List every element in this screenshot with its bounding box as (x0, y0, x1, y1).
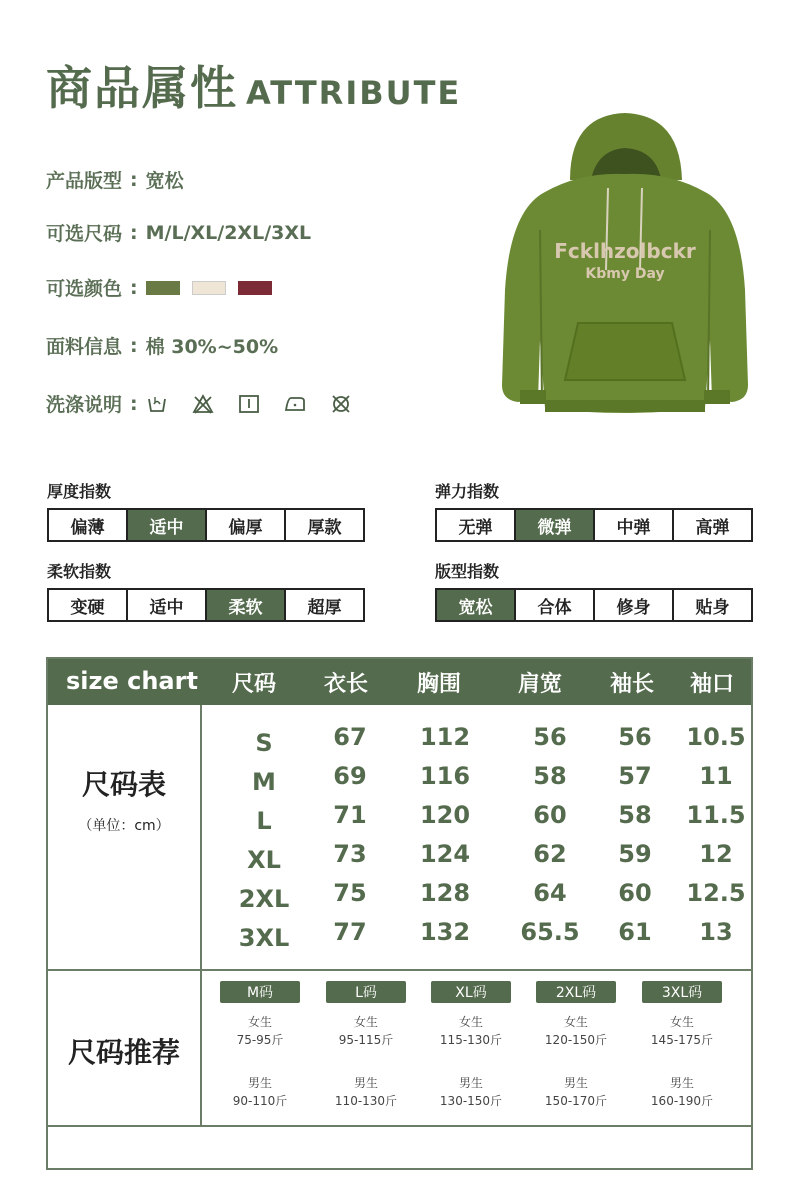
measure-cell: 57 (618, 762, 652, 790)
no-dry-clean-icon (330, 393, 352, 415)
size-cell: S (255, 729, 273, 757)
measure-cell: 56 (533, 723, 567, 751)
title-cn: 商品属性 (46, 61, 238, 115)
attr-fabric: 面料信息 : 棉 30%~50% (46, 332, 278, 359)
size-table-title: 尺码表 (81, 768, 166, 801)
recommend-female: 女生 115-130斤 (439, 1015, 503, 1047)
softness-index-row (47, 588, 365, 622)
measure-cell: 58 (533, 762, 567, 790)
recommend-size-badge: L码 (326, 981, 406, 1003)
fit-index-row (435, 588, 753, 622)
thickness-index-title: 厚度指数 (47, 482, 112, 501)
thickness-option: 厚款 (307, 517, 342, 538)
hand-wash-icon (146, 393, 168, 415)
header-length: 衣长 (324, 672, 369, 697)
header-size: 尺码 (232, 672, 277, 697)
title-en: ATTRIBUTE (246, 74, 462, 112)
header-cuff: 袖口 (690, 672, 735, 697)
recommend-size-badge: 2XL码 (536, 981, 616, 1003)
thickness-option: 适中 (128, 510, 207, 540)
attr-fit-value: 宽松 (145, 170, 184, 192)
measure-cell: 69 (333, 762, 367, 790)
recommend-male: 男生 130-150斤 (439, 1076, 503, 1108)
measure-cell: 13 (699, 918, 733, 946)
softness-option: 超厚 (307, 597, 342, 618)
measure-cell: 67 (333, 723, 367, 751)
size-table-unit: （单位：cm） (78, 818, 170, 834)
thickness-index (47, 479, 365, 542)
measure-cell: 75 (333, 879, 367, 907)
no-bleach-icon (192, 393, 214, 415)
size-cell: M (252, 768, 276, 796)
recommend-female: 女生 75-95斤 (236, 1015, 284, 1047)
softness-index (47, 559, 365, 622)
softness-option: 柔软 (207, 590, 286, 620)
recommend-male: 男生 90-110斤 (232, 1076, 288, 1108)
measure-cell: 116 (419, 762, 471, 790)
elasticity-index-row (435, 508, 753, 542)
header-size-chart: size chart (66, 667, 198, 695)
fit_index-option: 修身 (595, 590, 674, 620)
header-sleeve: 袖长 (610, 672, 655, 697)
elasticity-index (435, 479, 753, 542)
color-swatch-cream[interactable] (192, 281, 226, 295)
measure-cell: 120 (419, 801, 471, 829)
thickness-option: 偏薄 (49, 510, 128, 540)
attr-colors: 可选颜色 : (46, 274, 284, 301)
recommend-female: 女生 120-150斤 (544, 1015, 608, 1047)
measure-cell: 10.5 (686, 723, 746, 751)
tumble-dry-icon (238, 393, 260, 415)
size-chart-table (46, 657, 753, 1170)
recommend-size-badge: XL码 (431, 981, 511, 1003)
attr-sizes-label: 可选尺码 (46, 223, 123, 245)
attr-wash-label: 洗涤说明 (46, 394, 123, 416)
fit-index (435, 559, 753, 622)
print-line1: Fcklhzolbckr (554, 239, 696, 263)
recommend-title: 尺码推荐 (67, 1036, 180, 1069)
recommend-male: 男生 110-130斤 (334, 1076, 398, 1108)
elasticity-index-title: 弹力指数 (435, 482, 500, 501)
measure-cell: 128 (419, 879, 471, 907)
attr-fit-label: 产品版型 (46, 170, 123, 192)
header-chest: 胸围 (417, 672, 462, 697)
measure-cell: 62 (533, 840, 567, 868)
recommend-size-badge: 3XL码 (642, 981, 722, 1003)
attr-fabric-label: 面料信息 (46, 336, 123, 358)
measure-cell: 65.5 (520, 918, 580, 946)
attr-colors-label: 可选颜色 (46, 278, 123, 300)
thickness-option: 偏厚 (207, 510, 286, 540)
attr-wash: 洗涤说明 : (46, 390, 376, 417)
size-cell: L (256, 807, 272, 835)
softness-index-title: 柔软指数 (47, 562, 112, 581)
softness-option: 变硬 (49, 590, 128, 620)
size-cell: XL (247, 846, 281, 874)
measure-cell: 112 (419, 723, 471, 751)
recommend-male: 男生 150-170斤 (544, 1076, 608, 1108)
fit_index-option: 合体 (516, 590, 595, 620)
measure-cell: 73 (333, 840, 367, 868)
iron-icon (284, 393, 306, 415)
fit_index-option: 宽松 (437, 590, 516, 620)
elasticity-option: 中弹 (595, 510, 674, 540)
attr-sizes: 可选尺码 : M/L/XL/2XL/3XL (46, 219, 311, 246)
recommend-female: 女生 95-115斤 (338, 1015, 394, 1047)
measure-cell: 58 (618, 801, 652, 829)
measure-cell: 132 (419, 918, 471, 946)
thickness-index-row (47, 508, 365, 542)
measure-cell: 60 (533, 801, 567, 829)
measure-cell: 61 (618, 918, 652, 946)
measure-cell: 124 (419, 840, 471, 868)
size-chart-header (48, 659, 751, 705)
measure-cell: 77 (333, 918, 367, 946)
elasticity-option: 无弹 (437, 510, 516, 540)
recommend-male: 男生 160-190斤 (650, 1076, 714, 1108)
color-swatch-burgundy[interactable] (238, 281, 272, 295)
size-cell: 3XL (238, 924, 290, 952)
elasticity-option: 微弹 (516, 510, 595, 540)
print-line2: Kbmy Day (585, 266, 665, 282)
softness-option: 适中 (128, 590, 207, 620)
measure-cell: 60 (618, 879, 652, 907)
recommend-female: 女生 145-175斤 (650, 1015, 714, 1047)
measure-cell: 56 (618, 723, 652, 751)
color-swatch-green[interactable] (146, 281, 180, 295)
size-cell: 2XL (238, 885, 290, 913)
measure-cell: 11 (699, 762, 733, 790)
fit_index-option: 贴身 (695, 597, 730, 618)
attr-sizes-value: M/L/XL/2XL/3XL (145, 221, 312, 244)
recommend-size-badge: M码 (220, 981, 300, 1003)
header-shoulder: 肩宽 (518, 672, 563, 697)
hoodie-image (500, 110, 750, 415)
elasticity-option: 高弹 (695, 517, 730, 538)
measure-cell: 64 (533, 879, 567, 907)
measure-cell: 12 (699, 840, 733, 868)
attr-fabric-value: 棉 30%~50% (145, 336, 279, 358)
measure-cell: 12.5 (686, 879, 746, 907)
measure-cell: 59 (618, 840, 652, 868)
page-title (46, 52, 461, 118)
measure-cell: 11.5 (686, 801, 746, 829)
measure-cell: 71 (333, 801, 367, 829)
fit-index-title: 版型指数 (435, 562, 500, 581)
attr-fit: 产品版型 : 宽松 (46, 166, 184, 193)
